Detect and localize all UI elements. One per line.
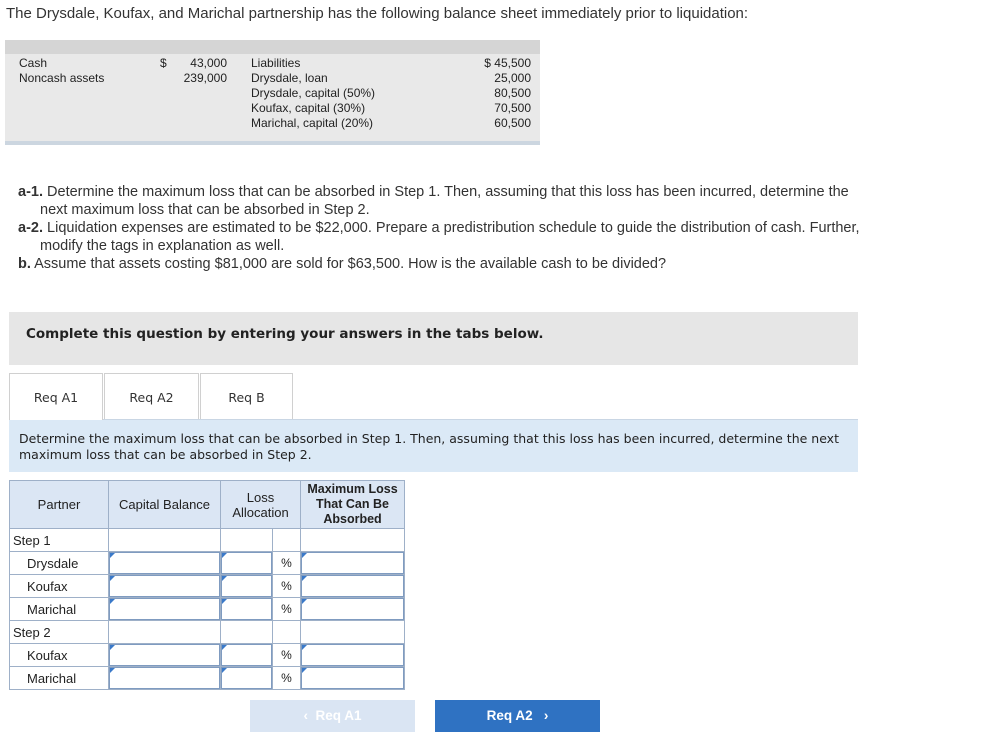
tab-req-a1[interactable]: Req A1 [9,373,103,420]
liability-value: 25,000 [494,71,531,85]
liability-value: $ 45,500 [484,56,531,70]
table-row [10,667,405,690]
asset-label-noncash: Noncash assets [19,71,105,85]
capital-balance-input[interactable] [109,552,220,574]
empty-cell [221,529,273,552]
empty-cell [273,621,301,644]
table-header-row [10,481,405,529]
capital-balance-input[interactable] [109,598,220,620]
partner-name: Koufax [10,575,109,598]
empty-cell [301,529,405,552]
question-label: a-2. [18,220,43,236]
next-req-button[interactable] [435,700,600,732]
header-partner: Partner [10,481,109,529]
question-a2-cont: modify the tags in explanation as well. [40,238,285,254]
partner-name: Koufax [10,644,109,667]
question-text: Determine the maximum loss that can be absorbed in Step 1. Then, assuming that this loss has been incurred, determine the [43,184,849,200]
question-a2 [18,219,958,237]
table-row [10,644,405,667]
liability-value: 80,500 [494,86,531,100]
percent-sign: % [273,644,301,667]
complete-prompt-banner [9,312,858,365]
question-a1 [18,183,958,201]
complete-prompt: Complete this question by entering your answers in the tabs below. [26,326,544,342]
loss-allocation-input[interactable] [221,667,272,689]
step-label: Step 1 [10,529,109,552]
asset-dollar-sign: $ [160,56,167,70]
loss-allocation-input[interactable] [221,598,272,620]
table-row-step [10,621,405,644]
table-row-step [10,529,405,552]
loss-absorption-table [9,480,405,690]
prev-req-label: Req A1 [315,708,362,723]
chevron-right-icon: › [543,708,549,723]
chevron-left-icon: ‹ [303,708,308,723]
header-max-loss: Maximum Loss That Can Be Absorbed [301,481,405,529]
liability-labels [251,56,375,131]
max-loss-input[interactable] [301,575,404,597]
percent-sign: % [273,667,301,690]
liability-label: Drysdale, loan [251,71,328,85]
percent-sign: % [273,575,301,598]
liability-label: Marichal, capital (20%) [251,116,374,130]
tab-instruction: Determine the maximum loss that can be absorbed in Step 1. Then, assuming that this loss has been incurred, determine the next maximum loss that can be absorbed in Step 2. [19,431,839,462]
tab-instruction-panel [9,420,858,472]
question-b [18,255,958,273]
percent-sign: % [273,552,301,575]
empty-cell [109,621,221,644]
percent-sign: % [273,598,301,621]
max-loss-input[interactable] [301,667,404,689]
header-loss-allocation: Loss Allocation [221,481,301,529]
question-text: Assume that assets costing $81,000 are sold for $63,500. How is the available cash to be divided? [30,256,667,272]
questions [18,183,958,273]
tab-req-a2[interactable]: Req A2 [104,373,199,420]
table-row [10,552,405,575]
step-label: Step 2 [10,621,109,644]
liability-label: Liabilities [251,56,301,70]
partner-name: Marichal [10,667,109,690]
loss-allocation-input[interactable] [221,644,272,666]
question-label: b. [18,256,31,272]
max-loss-input[interactable] [301,644,404,666]
max-loss-input[interactable] [301,552,404,574]
loss-allocation-input[interactable] [221,575,272,597]
asset-value-noncash: 239,000 [183,71,227,85]
prev-req-button[interactable] [250,700,415,732]
question-text: Liquidation expenses are estimated to be $22,000. Prepare a predistribution schedule to guide the distribution of cash. Further, [43,220,860,236]
question-label: a-1. [18,184,43,200]
capital-balance-input[interactable] [109,667,220,689]
header-capital-balance: Capital Balance [109,481,221,529]
capital-balance-input[interactable] [109,644,220,666]
empty-cell [301,621,405,644]
problem-intro: The Drysdale, Koufax, and Marichal partnership has the following balance sheet immediately prior to liquidation: [6,5,749,22]
table-row [10,598,405,621]
capital-balance-input[interactable] [109,575,220,597]
liability-label: Koufax, capital (30%) [251,101,366,115]
next-req-label: Req A2 [486,708,533,723]
table-row [10,575,405,598]
asset-label-cash: Cash [19,56,48,70]
partner-name: Marichal [10,598,109,621]
tab-req-b[interactable]: Req B [200,373,293,420]
loss-allocation-input[interactable] [221,552,272,574]
asset-value-cash: 43,000 [190,56,227,70]
asset-labels [19,56,104,86]
liability-value: 60,500 [494,116,531,130]
balance-sheet [5,40,540,145]
liability-values [461,56,531,131]
liability-label: Drysdale, capital (50%) [251,86,376,100]
empty-cell [109,529,221,552]
max-loss-input[interactable] [301,598,404,620]
liability-value: 70,500 [494,101,531,115]
partner-name: Drysdale [10,552,109,575]
question-a1-cont: next maximum loss that can be absorbed in Step 2. [40,202,370,218]
asset-values [173,56,227,86]
empty-cell [221,621,273,644]
empty-cell [273,529,301,552]
